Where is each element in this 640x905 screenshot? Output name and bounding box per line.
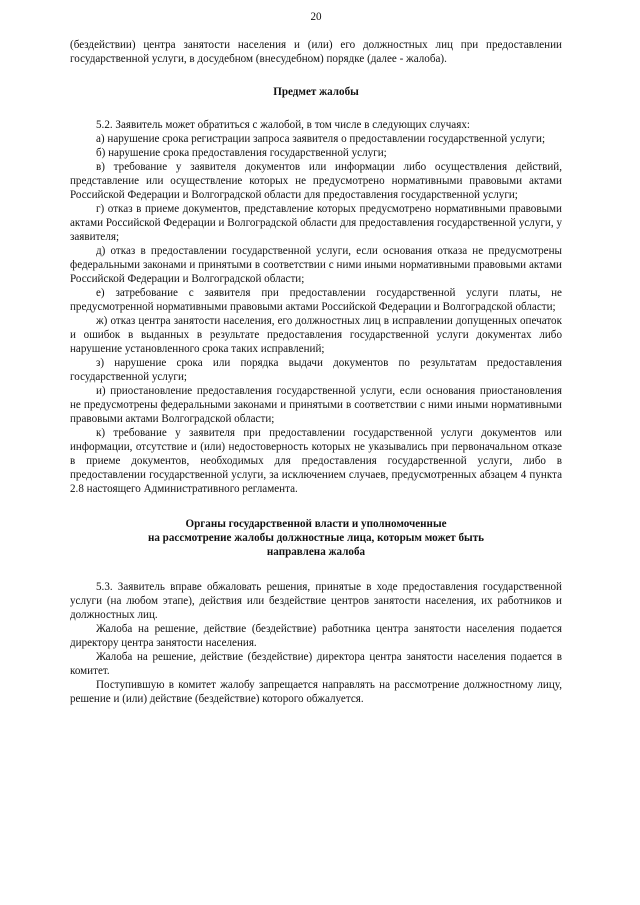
list-item-d: д) отказ в предоставлении государственной услуги, если основания отказа не предусмотрены федеральными законами и принятыми в соответствии с ними иными нормативными правовыми актами Российской Федерации и Волгоградской области; xyxy=(70,245,562,285)
section-lead-paragraph: 5.2. Заявитель может обратиться с жалобой, в том числе в следующих случаях: xyxy=(96,119,470,131)
paragraph-5-3: 5.3. Заявитель вправе обжаловать решения, принятые в ходе предоставления государственной услуги (на любом этапе), действия или бездействие центров занятости населения, их работников и должностных лиц. xyxy=(70,581,562,621)
section-heading-complaint-subject: Предмет жалобы xyxy=(273,86,359,98)
list-item-k: к) требование у заявителя при предоставлении государственной услуги документов или информации, отсутствие и (или) недостоверность которых не указывались при первоначальном отказе в приеме документов, необходимых для предоставления государственной услуги, либо в предоставлении государственной услуги, за исключением случаев, предусмотренных абзацем 4 пункта 2.8 настоящего Административного регламента. xyxy=(70,427,562,495)
list-item-a: а) нарушение срока регистрации запроса заявителя о предоставлении государственной услуги; xyxy=(96,133,546,145)
page-number: 20 xyxy=(310,11,322,23)
list-item-zh: ж) отказ центра занятости населения, его должностных лиц в исправлении допущенных опечаток и ошибок в выданных в результате предоставления государственной услуги документах либо нарушение установленного срока таких исправлений; xyxy=(70,315,562,355)
list-item-z: з) нарушение срока или порядка выдачи документов по результатам предоставления государственной услуги; xyxy=(70,357,562,383)
list-item-b: б) нарушение срока предоставления государственной услуги; xyxy=(96,147,387,159)
list-item-g: г) отказ в приеме документов, представление которых предусмотрено нормативными правовыми актами Российской Федерации и Волгоградской области для предоставления государственной услуги, у заявителя; xyxy=(70,203,562,243)
heading-line-1: Органы государственной власти и уполномоченные xyxy=(185,518,447,530)
paragraph-forwarding-prohibition: Поступившую в комитет жалобу запрещается направлять на рассмотрение должностному лицу, решение и (или) действие (бездействие) которого обжалуется. xyxy=(70,679,562,705)
list-item-v: в) требование у заявителя документов или информации либо осуществления действий, представление или осуществление которых не предусмотрено нормативными правовыми актами Российской Федерации и Волгоградской области для предоставления государственной услуги; xyxy=(70,161,562,201)
heading-line-2: на рассмотрение жалобы должностные лица, которым может быть xyxy=(147,532,485,544)
list-item-e: е) затребование с заявителя при предоставлении государственной услуги платы, не предусмотренной нормативными правовыми актами Российской Федерации и Волгоградской области; xyxy=(70,287,562,313)
paragraph-director-complaint: Жалоба на решение, действие (бездействие) директора центра занятости населения подается в комитет. xyxy=(70,651,562,677)
paragraph-worker-complaint: Жалоба на решение, действие (бездействие) работника центра занятости населения подается директору центра занятости населения. xyxy=(70,623,562,649)
heading-line-3: направлена жалоба xyxy=(266,546,366,558)
list-item-i: и) приостановление предоставления государственной услуги, если основания приостановления не предусмотрены федеральными законами и принятыми в соответствии с ними иными нормативными правовыми актами Волгоградской области; xyxy=(70,385,562,425)
section-heading-authorities xyxy=(70,517,562,559)
intro-paragraph: (бездействии) центра занятости населения и (или) его должностных лиц при предоставлении государственной услуги, в досудебном (внесудебном) порядке (далее - жалоба). xyxy=(70,39,562,65)
